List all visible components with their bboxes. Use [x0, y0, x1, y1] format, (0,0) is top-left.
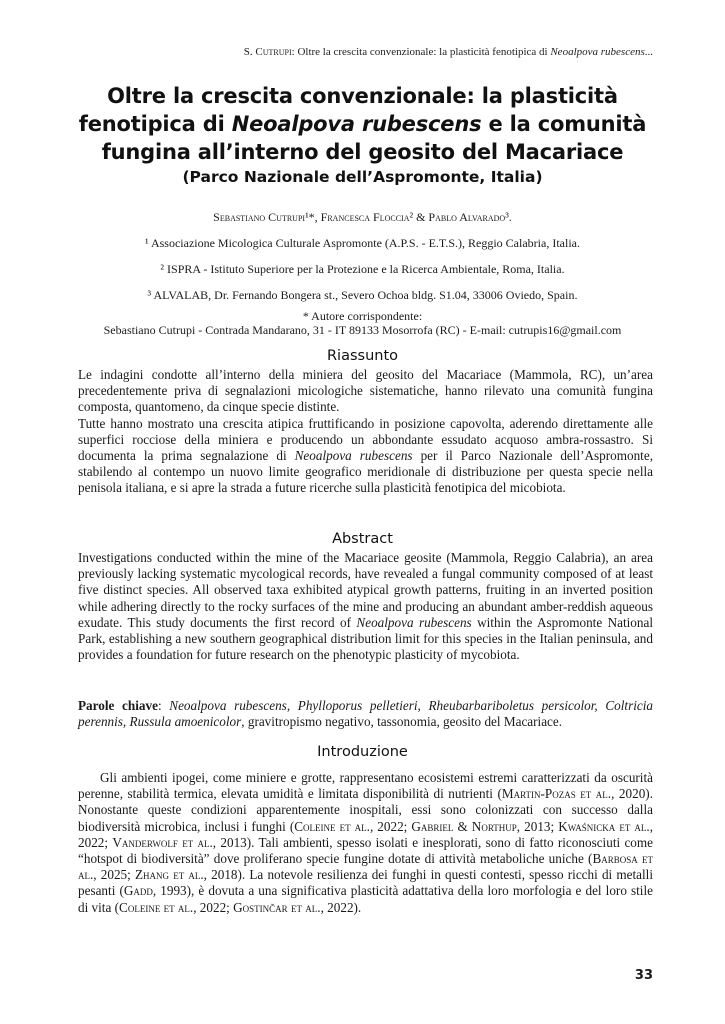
- riassunto-species: Neoalpova rubescens: [294, 448, 413, 464]
- running-head-species: Neoalpova rubescens: [550, 46, 645, 58]
- article-subtitle: (Parco Nazionale dell’Aspromonte, Italia): [182, 168, 543, 186]
- page-number: 33: [634, 968, 653, 983]
- running-head-text: : Oltre la crescita convenzionale: la plasticità fenotipica di: [291, 46, 551, 58]
- citation: Coleine et al.: [294, 818, 370, 834]
- running-head: [244, 46, 653, 58]
- introduzione-heading: Introduzione: [317, 744, 408, 760]
- citation: Zhang et al.: [134, 867, 204, 883]
- citation: Gadd: [123, 883, 153, 899]
- author-list: Sebastiano Cutrupi¹*, Francesca Floccia² & Pablo Alvarado³.: [213, 210, 512, 224]
- title-line-2-post: e la comunità: [481, 112, 647, 136]
- citation: Barbosa et al.: [78, 851, 653, 883]
- citation: Vanderwolf et al.: [112, 834, 213, 850]
- citation: Coleine et al.: [119, 899, 194, 915]
- abstract-text-b: within the Aspromonte National Park, establishing a new southern geographical distribution limit for this species in the Italian peninsula, and provides a foundation for future research on the phenotypic plasticity of mycobiota.: [78, 614, 653, 663]
- riassunto-text-a: Tutte hanno mostrato una crescita atipica fruttificando in posizione capovolta, aderendo direttamente alle superfici rocciose della miniera e producendo un abbondante essudato acquoso ambra-rossastro. Si documenta la prima segnalazione di: [78, 415, 653, 464]
- introduzione-paragraph: Gli ambienti ipogei, come miniere e grotte, rappresentano ecosistemi estremi caratterizzati da oscurità perenne, stabilità termica, elevata umidità e limitata disponibilità di nutrienti (Martin-Pozas et al., 2020). Nonostante queste condizioni apparentemente inospitali, essi sono colonizzati con successo dalla biodiversità microbica, inclusi i funghi (Coleine et al., 2022; Gabriel & Northup, 2013; Kwaśnicka et al., 2022; Vanderwolf et al., 2013). Tali ambienti, spesso isolati e inesplorati, sono di fatto riconosciuti come “hotspot di biodiversità” dove proliferano specie fungine dotate di attività metaboliche uniche (Barbosa et al., 2025; Zhang et al., 2018). La notevole resilienza dei funghi in questi contesti, spesso ricchi di metalli pesanti (Gadd, 1993), è dovuta a una significativa plasticità adattativa della loro morfologia e del loro stile di vita (Coleine et al., 2022; Gostinčar et al., 2022).: [78, 770, 654, 915]
- corresponding-label: * Autore corrispondente:: [302, 309, 423, 323]
- keywords-separator: :: [157, 698, 170, 713]
- running-head-ellipsis: ...: [644, 46, 653, 58]
- abstract-species: Neoalpova rubescens: [356, 614, 472, 630]
- affiliation-1: ¹ Associazione Micologica Culturale Aspromonte (A.P.S. - E.T.S.), Reggio Calabria, Italia.: [145, 236, 580, 250]
- article-title: [60, 82, 665, 188]
- title-species: Neoalpova rubescens: [231, 112, 482, 136]
- title-line-1: Oltre la crescita convenzionale: la plasticità: [107, 84, 618, 108]
- keywords-rest: , gravitropismo negativo, tassonomia, geosito del Macariace.: [241, 714, 563, 730]
- keywords-label: Parole chiave: [78, 698, 158, 713]
- keywords: [78, 698, 653, 730]
- riassunto-paragraph-2: [78, 416, 653, 497]
- corresponding-details: Sebastiano Cutrupi - Contrada Mandarano, 31 - IT 89133 Mosorrofa (RC) - E-mail: cutrupis16@gmail.com: [103, 323, 622, 337]
- affiliation-3: ³ ALVALAB, Dr. Fernando Bongera st., Severo Ochoa bldg. S1.04, 33006 Oviedo, Spain.: [147, 288, 578, 302]
- title-line-3: fungina all’interno del geosito del Macariace: [101, 140, 624, 164]
- citation: Martin-Pozas et al.: [501, 786, 612, 802]
- affiliation-2: ² ISPRA - Istituto Superiore per la Protezione e la Ricerca Ambientale, Roma, Italia.: [160, 262, 565, 276]
- title-line-2-pre: fenotipica di: [78, 112, 232, 136]
- riassunto-paragraph-1: Le indagini condotte all’interno della miniera del geosito del Macariace (Mammola, RC), un’area precedentemente priva di segnalazioni micologiche sistematiche, hanno rilevato una comunità fungina composta, quantomeno, da cinque specie distinte.: [78, 367, 653, 415]
- citation: Kwaśnicka et al.: [558, 818, 650, 834]
- citation: Gabriel & Northup: [411, 818, 517, 834]
- riassunto-heading: Riassunto: [326, 348, 399, 364]
- abstract-text-a: Investigations conducted within the mine of the Macariace geosite (Mammola, Reggio Calabria), an area previously lacking systematic mycological records, have revealed a fungal community composed of at least five distinct species. All observed taxa exhibited atypical growth patterns, fruiting in an inverted position while adhering directly to the rocky surfaces of the mine and producing an abundant amber-reddish aqueous exudate. This study documents the first record of: [78, 550, 653, 630]
- running-head-author: S. Cutrupi: [243, 46, 292, 58]
- keywords-species: Neoalpova rubescens, Phylloporus pelletieri, Rheubarbariboletus persicolor, Coltricia perennis, Russula amoenicolor: [78, 698, 653, 730]
- abstract-heading: Abstract: [332, 531, 393, 547]
- riassunto-body: [78, 367, 653, 497]
- abstract-body: [78, 550, 653, 663]
- riassunto-text-b: per il Parco Nazionale dell’Aspromonte, stabilendo al contempo un nuovo limite geografico meridionale di distribuzione per questa specie nella penisola italiana, e si apre la strada a future ricerche sulla plasticità fenotipica del micobiota.: [78, 448, 653, 496]
- title-line-2: [60, 110, 665, 138]
- citation: Gostinčar et al.: [233, 899, 321, 915]
